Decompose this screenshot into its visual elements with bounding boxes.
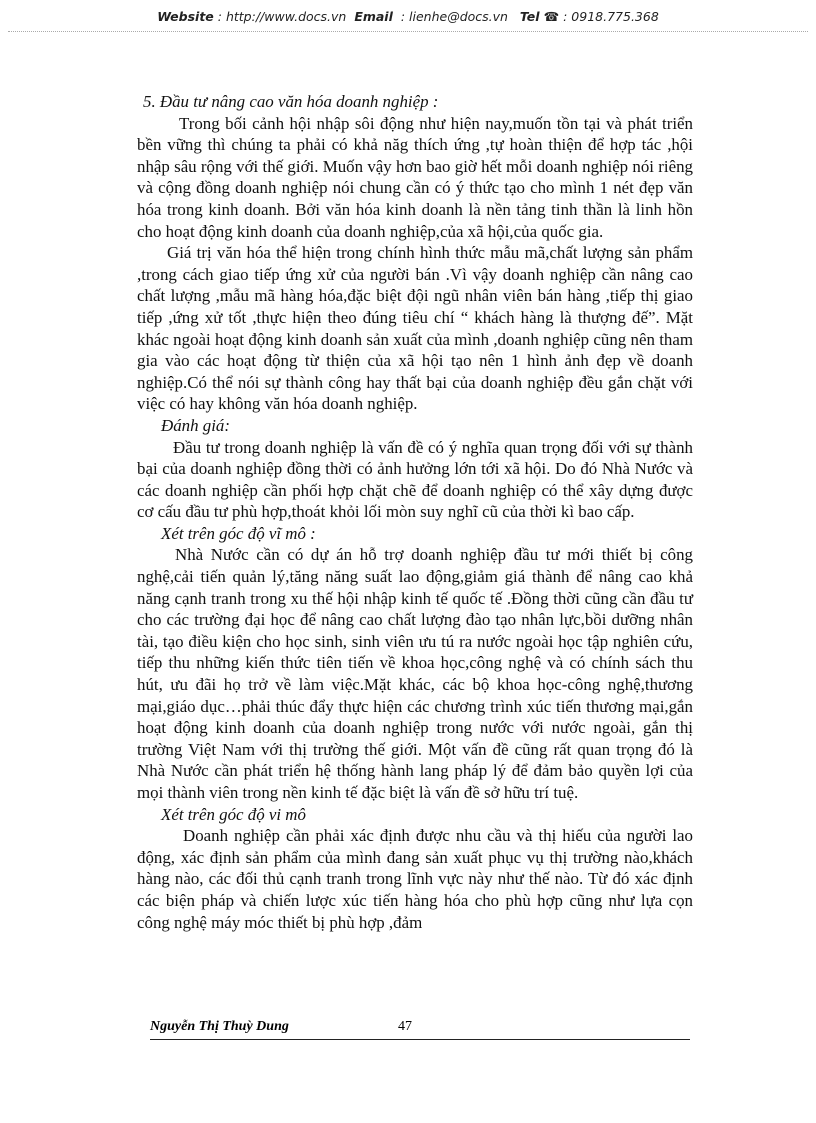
paragraph: Doanh nghiệp cần phải xác định được nhu cầu và thị hiếu của người lao động, xác định sản phẩm của mình đang sản xuất phục vụ thị trường nào,khách hàng nào, các đối thủ cạnh tranh trong lĩnh vực này như thế nào. Từ đó xác định các biện pháp và chiến lược xúc tiến hàng hóa cho phù hợp cũng như lựa cọn công nghệ máy móc thiết bị phù hợp ,đảm — [137, 826, 693, 932]
subheading-vi-mo-macro: Xét trên góc độ vĩ mô : — [161, 523, 316, 543]
subheading-vi-mo-micro: Xét trên góc độ vi mô — [161, 804, 306, 824]
website-label: Website — [157, 9, 214, 24]
phone-icon: ☎ — [543, 9, 560, 24]
tel-label: Tel — [519, 9, 540, 24]
tel-number: : 0918.775.368 — [563, 9, 659, 24]
email-address[interactable]: : lienhe@docs.vn — [400, 9, 508, 24]
header-divider — [8, 31, 808, 32]
document-body — [137, 91, 693, 933]
paragraph: Trong bối cảnh hội nhập sôi động như hiện nay,muốn tồn tại và phát triển bền vững thì chúng ta phải có khả năg thích ứng ,tự hoàn thiện để hợp tác ,hội nhập sâu rộng với thế giới. Muốn vậy hơn bao giờ hết mỗi doanh nghiệp nói riêng và cộng đồng doanh nghiệp nói chung cần có ý thức tạo cho mình 1 nét đẹp văn hóa trong kinh doanh. Bởi văn hóa kinh doanh là nền tảng tinh thần là linh hồn cho hoạt động kinh doanh của doanh nghiệp,của xã hội,của quốc gia. — [137, 113, 693, 241]
page-footer — [150, 1019, 690, 1040]
page-number: 47 — [398, 1019, 412, 1034]
paragraph: Nhà Nước cần có dự án hỗ trợ doanh nghiệp đầu tư mới thiết bị công nghệ,cải tiến quản lý,tăng năng suất lao động,giảm giá thành để nâng cao khả năng cạnh tranh trong xu thế hội nhập kinh tế quốc tế .Đồng thời cũng cần đầu tư cho các trường đại học để nâng cao chất lượng đào tạo nhân lực,bồi dưỡng nhân tài, tạo điều kiện cho học sinh, sinh viên ưu tú ra nước ngoài học tập nghiên cứu, tiếp thu những kiến thức tiên tiến về khoa học,công nghệ và có chính sách thu hút, ưu đãi họ trở về làm việc.Mặt khác, các bộ khoa học-công nghệ,thương mại,giáo dục…phải thúc đẩy thực hiện các chương trình xúc tiến thương mại,gắn hoạt động kinh doanh của doanh nghiệp trong nước với nước ngoài, gắn thị trường Việt Nam với thị trường thế giới. Một vấn đề cũng rất quan trọng đó là Nhà Nước cần phát triển hệ thống hành lang pháp lý để đảm bảo quyền lợi của mọi thành viên trong nền kinh tế đặc biệt là vấn đề sở hữu trí tuệ. — [137, 545, 693, 802]
page-header — [0, 9, 816, 24]
footer-author: Nguyễn Thị Thuỳ Dung — [150, 1019, 289, 1034]
paragraph: Giá trị văn hóa thể hiện trong chính hình thức mẫu mã,chất lượng sản phẩm ,trong cách giao tiếp ứng xử của người bán .Vì vậy doanh nghiệp cần nâng cao chất lượng ,mẫu mã hàng hóa,đặc biệt đội ngũ nhân viên bán hàng ,tiếp thị giao tiếp ,ứng xử tốt ,thực hiện theo đúng tiêu chí “ khách hàng là thượng đế”. Mặt khác ngoài hoạt động kinh doanh sản xuất của mình ,doanh nghiệp cũng nên tham gia vào các hoạt động từ thiện của xã hội tạo nên 1 hình ảnh đẹp về doanh nghiệp.Có thể nói sự thành công hay thất bại của doanh nghiệp đều gắn chặt với việc có hay không văn hóa doanh nghiệp. — [137, 243, 693, 414]
website-url[interactable]: : http://www.docs.vn — [217, 9, 347, 24]
subheading-danh-gia: Đánh giá: — [161, 415, 230, 435]
email-label: Email — [354, 9, 393, 24]
section-heading: 5. Đầu tư nâng cao văn hóa doanh nghiệp : — [143, 92, 439, 111]
paragraph: Đầu tư trong doanh nghiệp là vấn đề có ý nghĩa quan trọng đối với sự thành bại của doanh nghiệp đồng thời có ảnh hưởng lớn tới xã hội. Do đó Nhà Nước và các doanh nghiệp cần phối hợp chặt chẽ để doanh nghiệp có thể xây dựng được cơ cấu đầu tư phù hợp,thoát khỏi lối mòn suy nghĩ cũ của thời kì bao cấp. — [137, 437, 693, 522]
